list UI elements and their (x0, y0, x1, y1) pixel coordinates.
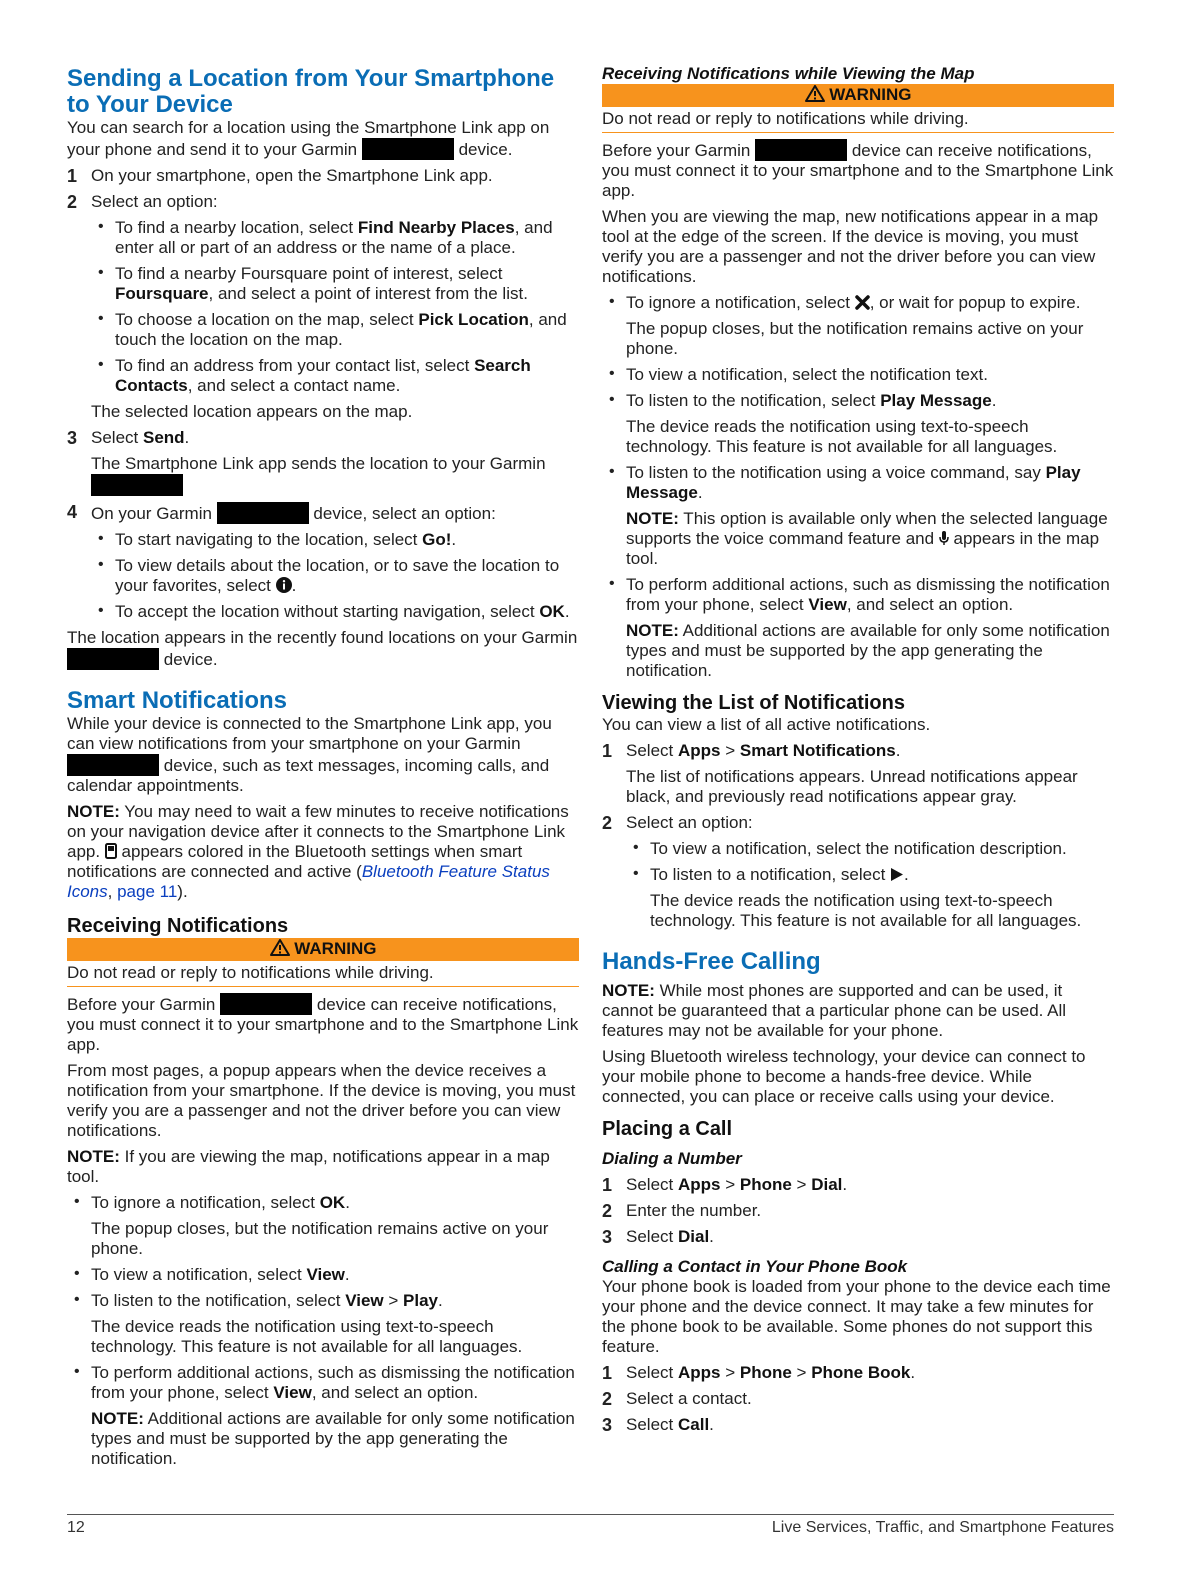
list-item-detail: The device reads the notification using text-to-speech technology. This feature is not available for all languages. (650, 891, 1082, 930)
microphone-icon (939, 530, 949, 546)
map-intro: Before your Garmin device can receive notifications, you must connect it to your smartphone and to the Smartphone Link app. (602, 141, 1114, 200)
list-item: • To listen to the notification using a voice command, say Play Message. (602, 463, 1114, 503)
step-2: 2 Select a contact. (602, 1389, 752, 1409)
list-item-detail: The device reads the notification using text-to-speech technology. This feature is not available for all languages. (626, 417, 1058, 456)
list-item-detail: The popup closes, but the notification remains active on your phone. (626, 319, 1084, 358)
list-item: • To view details about the location, or to save the location to your favorites, select . (91, 556, 579, 596)
step-1: 1 Select Apps > Smart Notifications. (602, 741, 901, 761)
smart-notification-icon (105, 843, 117, 859)
right-column (602, 60, 1114, 1435)
redaction (362, 138, 454, 160)
warning-text: Do not read or reply to notifications while driving. (67, 961, 579, 987)
section-title: Live Services, Traffic, and Smartphone Features (771, 1519, 1114, 1536)
send-intro: You can search for a location using the Smartphone Link app on your phone and send it to your Garmin device. (67, 118, 550, 159)
redaction (67, 648, 159, 670)
play-icon (890, 867, 904, 882)
step-1: 1 On your smartphone, open the Smartphone Link app. (67, 166, 493, 186)
list-item-note: NOTE: Additional actions are available for only some notification types and must be supported by the app generating the notification. (91, 1409, 575, 1468)
contact-paragraph: Your phone book is loaded from your phone to the device each time your phone and the device connect. It may take a few minutes for the phone book to be available. Some phones do not support this feature. (602, 1277, 1111, 1356)
list-item: • To accept the location without starting navigation, select OK. (91, 602, 579, 622)
step-3: 3 Select Call. (602, 1415, 714, 1435)
redaction (220, 993, 312, 1015)
list-item: • To perform additional actions, such as dismissing the notification from your phone, select View, and select an option. (67, 1363, 579, 1403)
recv-paragraph: From most pages, a popup appears when the device receives a notification from your smartphone. If the device is moving, you must verify you are a passenger and not the driver before you can view notifications. (67, 1061, 576, 1140)
step-2: 2 Select an option: (67, 192, 218, 212)
link-page-11[interactable]: page 11 (117, 882, 178, 901)
close-icon (855, 295, 870, 310)
step-3: 3 Select Dial. (602, 1227, 714, 1247)
list-item: • To view a notification, select View. (67, 1265, 579, 1285)
redaction (217, 502, 309, 524)
left-column (67, 60, 579, 1469)
heading-calling-a-contact: Calling a Contact in Your Phone Book (602, 1257, 908, 1276)
step-4: 4 On your Garmin device, select an option: (67, 502, 496, 523)
list-item: • To choose a location on the map, select Pick Location, and touch the location on the map. (91, 310, 579, 350)
warning-icon (270, 939, 290, 956)
heading-hands-free-calling: Hands-Free Calling (602, 948, 821, 975)
heading-dialing-a-number: Dialing a Number (602, 1149, 742, 1168)
heading-placing-a-call: Placing a Call (602, 1118, 733, 1140)
list-item-detail: The popup closes, but the notification remains active on your phone. (91, 1219, 549, 1258)
heading-map-notifications: Receiving Notifications while Viewing the Map (602, 64, 975, 83)
list-item: • To start navigating to the location, select Go!. (91, 530, 579, 550)
list-item: • To perform additional actions, such as dismissing the notification from your phone, select View, and select an option. (602, 575, 1114, 615)
list-intro: You can view a list of all active notifications. (602, 715, 931, 734)
list-item-note: NOTE: Additional actions are available for only some notification types and must be supported by the app generating the notification. (626, 621, 1110, 680)
list-item: • To ignore a notification, select , or wait for popup to expire. (602, 293, 1114, 313)
step-2: 2 Enter the number. (602, 1201, 762, 1221)
hands-note: NOTE: While most phones are supported and can be used, it cannot be guaranteed that a particular phone can be used. All features may not be available for your phone. (602, 981, 1067, 1040)
list-item: • To find a nearby Foursquare point of interest, select Foursquare, and select a point of interest from the list. (91, 264, 579, 304)
step-2: 2 Select an option: (602, 813, 753, 833)
list-item: • To listen to the notification, select Play Message. (602, 391, 1114, 411)
smart-note: NOTE: You may need to wait a few minutes to receive notifications on your navigation device after it connects to the Smartphone Link app. appears colored in the Bluetooth settings when smart notifications are connected and active (Bluetooth Feature Status Icons, page 11). (67, 802, 569, 901)
list-item: • To find a nearby location, select Find Nearby Places, and enter all or part of an address or the name of a place. (91, 218, 579, 258)
smart-intro: While your device is connected to the Smartphone Link app, you can view notifications from your smartphone on your Garmin device, such as text messages, incoming calls, and calendar appointments. (67, 714, 552, 795)
list-item: • To view a notification, select the notification text. (602, 365, 1114, 385)
warning-text: Do not read or reply to notifications while driving. (602, 107, 1114, 133)
heading-sending-location: Sending a Location from Your Smartphone to Your Device (67, 65, 555, 118)
redaction (755, 139, 847, 161)
redaction (67, 754, 159, 776)
step-1-result: The list of notifications appears. Unread notifications appear black, and previously read notifications appear gray. (626, 767, 1078, 806)
heading-smart-notifications: Smart Notifications (67, 687, 288, 714)
list-item: • To find an address from your contact list, select Search Contacts, and select a contact name. (91, 356, 579, 396)
step-1: 1 Select Apps > Phone > Phone Book. (602, 1363, 916, 1383)
warning-icon (805, 85, 825, 102)
recv-intro: Before your Garmin device can receive notifications, you must connect it to your smartphone and to the Smartphone Link app. (67, 995, 579, 1054)
step-1: 1 Select Apps > Phone > Dial. (602, 1175, 848, 1195)
send-end: The location appears in the recently found locations on your Garmin device. (67, 628, 578, 669)
list-item-note: NOTE: This option is available only when the selected language supports the voice command feature and appears in the map tool. (626, 509, 1108, 568)
info-icon (276, 577, 292, 593)
step-2-result: The selected location appears on the map. (91, 402, 413, 421)
link-bluetooth-status-icons[interactable]: Bluetooth Feature Status Icons (67, 862, 550, 901)
heading-receiving-notifications: Receiving Notifications (67, 915, 289, 937)
list-item: • To listen to the notification, select View > Play. (67, 1291, 579, 1311)
list-item-detail: The device reads the notification using text-to-speech technology. This feature is not available for all languages. (91, 1317, 523, 1356)
warning-banner: WARNING (602, 84, 1114, 107)
hands-paragraph: Using Bluetooth wireless technology, your device can connect to your mobile phone to become a hands-free device. While connected, you can place or receive calls using your device. (602, 1047, 1086, 1106)
map-paragraph: When you are viewing the map, new notifications appear in a map tool at the edge of the screen. If the device is moving, you must verify you are a passenger and not the driver before you can view notifications. (602, 207, 1099, 286)
step-3-result: The Smartphone Link app sends the location to your Garmin (91, 454, 579, 496)
warning-banner: WARNING (67, 938, 579, 961)
heading-list-of-notifications: Viewing the List of Notifications (602, 692, 905, 714)
list-item: • To ignore a notification, select OK. (67, 1193, 579, 1213)
step-3: 3 Select Send. (67, 428, 190, 448)
page-number: 12 (67, 1519, 85, 1536)
list-item: • To listen to a notification, select . (626, 865, 1114, 885)
redaction (91, 474, 183, 496)
recv-note: NOTE: If you are viewing the map, notifications appear in a map tool. (67, 1147, 550, 1186)
list-item: • To view a notification, select the notification description. (626, 839, 1114, 859)
page-footer (67, 1514, 1114, 1537)
